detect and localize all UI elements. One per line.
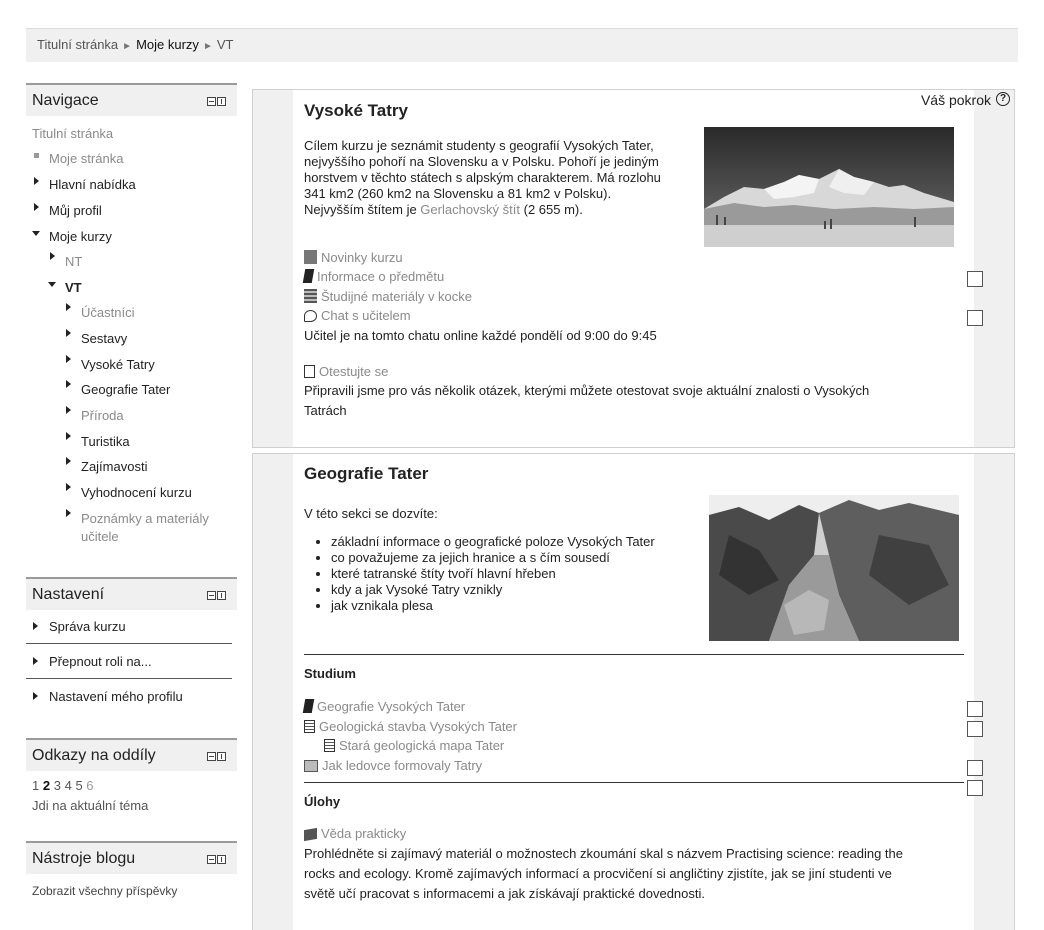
- blog-tools-block: [26, 841, 237, 911]
- package-icon: [304, 828, 317, 841]
- blog-tools-block-header: [26, 841, 237, 874]
- study-heading: Studium: [304, 666, 356, 681]
- nav-item-section-poznamky[interactable]: Poznámky a materiály: [81, 511, 209, 526]
- forum-icon: [304, 250, 317, 264]
- nav-item-main-menu[interactable]: Hlavní nabídka: [49, 177, 136, 192]
- gerlach-link[interactable]: Gerlachovský štít: [420, 202, 520, 217]
- nav-item-participants[interactable]: Účastníci: [81, 305, 135, 320]
- section-link-2[interactable]: 2: [42, 778, 51, 793]
- nav-item-my-page[interactable]: Moje stránka: [49, 151, 124, 166]
- view-all-posts-link[interactable]: Zobrazit všechny příspěvky: [32, 884, 178, 898]
- topics-list: [304, 534, 655, 614]
- expand-arrow-icon[interactable]: [50, 252, 55, 260]
- divider: [304, 654, 964, 655]
- activity-chat[interactable]: Chat s učitelem: [304, 308, 411, 323]
- activity-course-info[interactable]: Informace o předmětu: [304, 269, 444, 284]
- nav-item-course-nt[interactable]: NT: [65, 254, 83, 269]
- presentation-icon: [304, 760, 318, 772]
- expand-arrow-icon[interactable]: [66, 509, 71, 517]
- expand-arrow-icon[interactable]: [33, 622, 38, 630]
- expand-arrow-icon[interactable]: [66, 406, 71, 414]
- breadcrumb: [26, 28, 1018, 62]
- settings-item-label: Nastavení mého profilu: [49, 689, 183, 704]
- section-links-block-header: [26, 738, 237, 771]
- expand-arrow-icon[interactable]: [66, 329, 71, 337]
- document-icon: [324, 739, 335, 752]
- settings-item-profile-settings[interactable]: [26, 680, 232, 714]
- document-icon: [304, 720, 315, 733]
- section-link-5[interactable]: 5: [75, 778, 83, 793]
- settings-block-header: [26, 577, 237, 610]
- section-right-margin: [974, 90, 1014, 447]
- completion-checkbox[interactable]: [967, 760, 983, 776]
- section-right-margin: [974, 454, 1014, 930]
- completion-checkbox[interactable]: [967, 780, 983, 796]
- summary-line: Nejvyšším štítem je Gerlachovský štít (2 655 m).: [304, 202, 583, 217]
- section-link-1[interactable]: 1: [32, 778, 40, 793]
- section-numbers: [32, 778, 94, 793]
- breadcrumb-separator: ►: [122, 41, 133, 52]
- nav-item-section-priroda[interactable]: Příroda: [81, 408, 124, 423]
- settings-item-course-admin[interactable]: [26, 610, 232, 644]
- nav-item-my-profile[interactable]: Můj profil: [49, 203, 102, 218]
- section-title: Geografie Tater: [304, 464, 429, 483]
- activity-quiz[interactable]: Otestujte se: [304, 364, 388, 379]
- expand-arrow-icon[interactable]: [33, 657, 38, 665]
- breadcrumb-separator: ►: [202, 41, 213, 52]
- quiz-icon: [304, 365, 315, 378]
- navigation-block: [26, 83, 237, 553]
- practical-science-description: Prohlédněte si zajímavý materiál o možnostech zkoumání skal s názvem Practising science: reading the rocks and ecology. Kromě zajímavých informací a procvičení si angličtiny zjistíte, jak se jiní studenti ve světě učí pracovat s informacemi a jak získávají praktické dovednosti.: [304, 846, 904, 901]
- completion-checkbox[interactable]: [967, 271, 983, 287]
- section-links-block: [26, 738, 237, 828]
- expand-arrow-icon[interactable]: [34, 177, 39, 185]
- expand-arrow-icon[interactable]: [34, 203, 39, 211]
- book-icon: [303, 699, 314, 713]
- current-topic-link[interactable]: Jdi na aktuální téma: [32, 798, 149, 813]
- nav-item-course-vt[interactable]: VT: [65, 280, 82, 295]
- settings-block: [26, 577, 237, 717]
- course-section-2: [252, 453, 1015, 930]
- nav-item-my-courses[interactable]: Moje kurzy: [49, 229, 112, 244]
- divider: [304, 782, 964, 783]
- nav-item-section-vyhodnoceni[interactable]: Vyhodnocení kurzu: [81, 485, 192, 500]
- nav-item-section-vysoke-tatry[interactable]: Vysoké Tatry: [81, 357, 155, 372]
- valley-photo: [709, 495, 959, 641]
- section-link-4[interactable]: 4: [64, 778, 72, 793]
- tasks-heading: Úlohy: [304, 794, 341, 809]
- section-left-margin: [253, 90, 293, 447]
- summary-line: horstvem v těchto státech s alpským charakterem. Má rozlohu: [304, 170, 661, 185]
- block-controls-icon[interactable]: [207, 855, 227, 864]
- navigation-block-title: Navigace: [32, 92, 99, 109]
- settings-item-label: Správa kurzu: [49, 619, 126, 634]
- section-left-margin: [253, 454, 293, 930]
- blog-tools-block-title: Nástroje blogu: [32, 850, 136, 867]
- collapse-arrow-icon[interactable]: [32, 231, 40, 236]
- block-controls-icon[interactable]: [207, 752, 227, 761]
- chat-icon: [304, 310, 317, 322]
- list-item: • jak vznikala plesa: [331, 598, 655, 614]
- section-title: Vysoké Tatry: [304, 101, 408, 120]
- section-link-6[interactable]: 6: [86, 778, 94, 793]
- nav-item-section-poznamky-cont[interactable]: učitele: [81, 529, 119, 544]
- section-intro: V této sekci se dozvíte:: [304, 506, 438, 521]
- expand-arrow-icon[interactable]: [66, 355, 71, 363]
- expand-arrow-icon[interactable]: [66, 303, 71, 311]
- section-summary: [304, 138, 704, 218]
- book-icon: [303, 269, 314, 283]
- expand-arrow-icon[interactable]: [33, 692, 38, 700]
- activity-glaciers[interactable]: Jak ledovce formovaly Tatry: [304, 758, 482, 773]
- activity-geology[interactable]: Geologická stavba Vysokých Tater: [304, 719, 517, 734]
- list-item: • kdy a jak Vysoké Tatry vznikly: [331, 582, 655, 598]
- bullet-icon: [34, 153, 39, 158]
- chat-description: Učitel je na tomto chatu online každé pondělí od 9:00 do 9:45: [304, 328, 657, 343]
- collapse-arrow-icon[interactable]: [48, 282, 56, 287]
- course-section-1: [252, 89, 1015, 448]
- completion-checkbox[interactable]: [967, 701, 983, 717]
- activity-geography-book[interactable]: Geografie Vysokých Tater: [304, 699, 465, 714]
- expand-arrow-icon[interactable]: [66, 380, 71, 388]
- block-controls-icon[interactable]: [207, 97, 227, 106]
- completion-checkbox[interactable]: [967, 721, 983, 737]
- breadcrumb-current: VT: [216, 37, 234, 52]
- breadcrumb-my-courses[interactable]: Moje kurzy: [136, 37, 199, 52]
- activity-news-forum[interactable]: Novinky kurzu: [304, 250, 403, 265]
- settings-item-label: Přepnout roli na...: [49, 654, 152, 669]
- quiz-description: Připravili jsme pro vás několik otázek, kterými můžete otestovat svoje aktuální znalosti o Vysokých Tatrách: [304, 383, 870, 418]
- expand-arrow-icon[interactable]: [66, 483, 71, 491]
- page-icon: [304, 289, 317, 303]
- list-item: • které tatranské štíty tvoří hlavní hřeben: [331, 566, 655, 582]
- completion-checkbox[interactable]: [967, 310, 983, 326]
- progress-label: Váš pokrok: [920, 92, 991, 108]
- nav-item-section-geografie[interactable]: Geografie Tater: [81, 382, 171, 397]
- activity-old-map[interactable]: Stará geologická mapa Tater: [324, 738, 504, 753]
- summary-line: 341 km2 (260 km2 na Slovensku a 81 km2 v Polsku).: [304, 186, 612, 201]
- activity-study-materials[interactable]: Študijné materiály v kocke: [304, 289, 472, 304]
- section-links-block-title: Odkazy na oddíly: [32, 747, 156, 764]
- expand-arrow-icon[interactable]: [66, 457, 71, 465]
- nav-item-home[interactable]: Titulní stránka: [32, 126, 114, 141]
- list-item: • co považujeme za jejich hranice a s čím sousedí: [331, 550, 655, 566]
- breadcrumb-home[interactable]: Titulní stránka: [37, 37, 119, 52]
- activity-practical-science[interactable]: Věda prakticky: [304, 826, 406, 841]
- nav-item-section-zajimavosti[interactable]: Zajímavosti: [81, 459, 148, 474]
- settings-item-switch-role[interactable]: [26, 645, 232, 679]
- nav-item-reports[interactable]: Sestavy: [81, 331, 128, 346]
- list-item: • základní informace o geografické poloze Vysokých Tater: [331, 534, 655, 550]
- expand-arrow-icon[interactable]: [66, 432, 71, 440]
- summary-line: nejvyššího pohoří na Slovensku a v Polsku. Pohoří je jediným: [304, 154, 659, 169]
- help-icon[interactable]: ?: [996, 92, 1010, 106]
- nav-item-section-turistika[interactable]: Turistika: [81, 434, 130, 449]
- mountain-photo: [704, 127, 954, 247]
- settings-block-title: Nastavení: [32, 586, 105, 603]
- block-controls-icon[interactable]: [207, 591, 227, 600]
- summary-line: Cílem kurzu je seznámit studenty s geografií Vysokých Tater,: [304, 138, 654, 153]
- navigation-block-header: [26, 83, 237, 116]
- section-link-3[interactable]: 3: [53, 778, 61, 793]
